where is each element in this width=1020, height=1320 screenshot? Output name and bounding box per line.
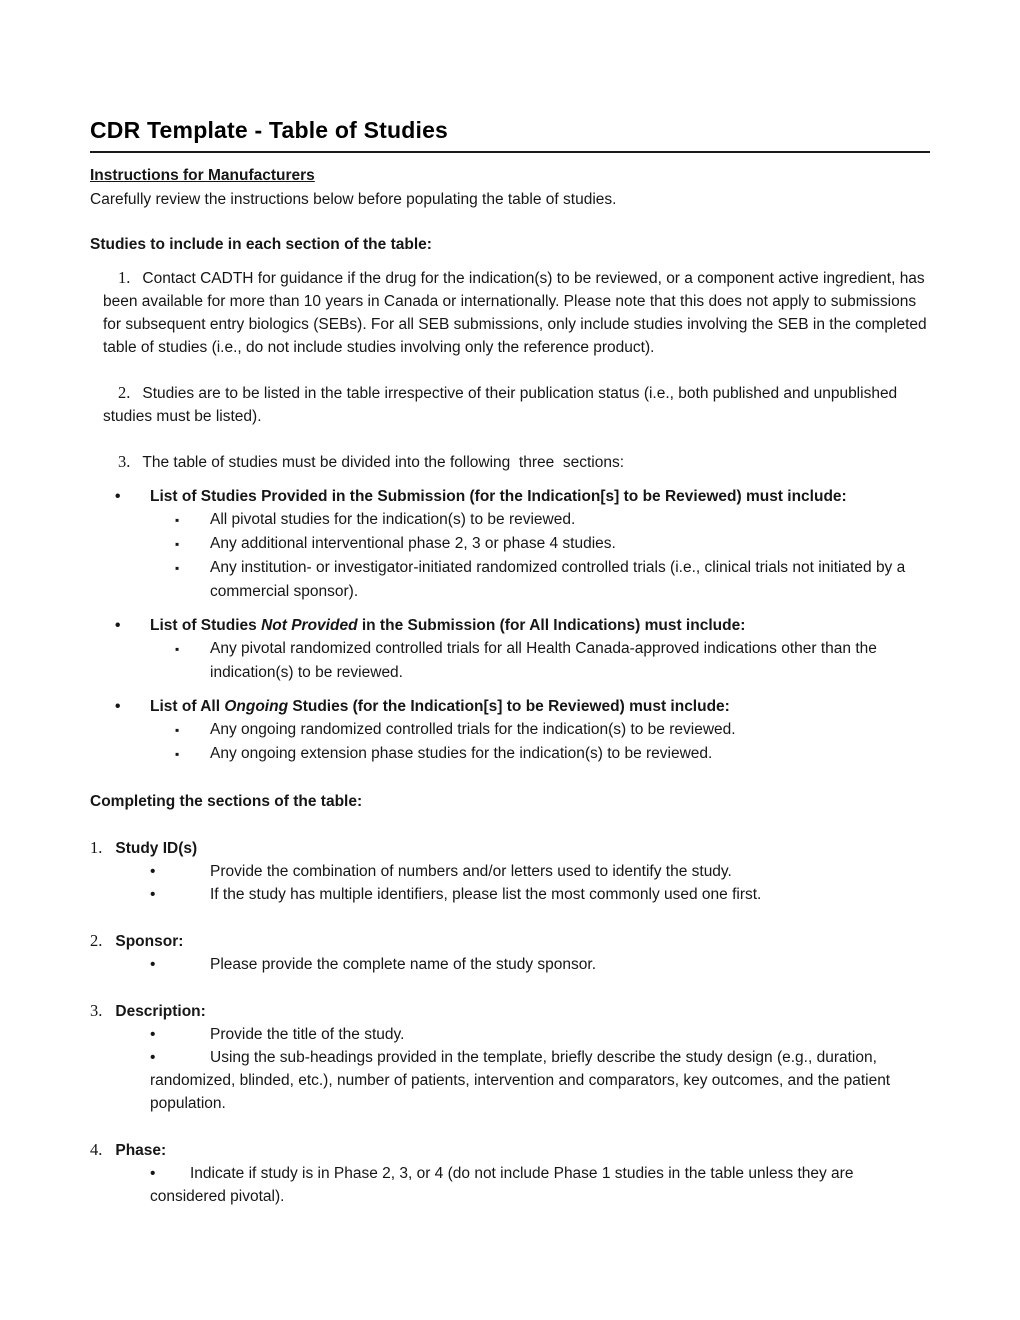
sub-item-text: All pivotal studies for the indication(s) to be reviewed. [210,511,576,528]
group-label-not-provided [115,614,930,637]
group-label-text: in the Submission (for All Indications) must include: [357,617,746,634]
bullet-text: If the study has multiple identifiers, please list the most commonly used one first. [210,886,762,903]
completing-item-head [90,929,930,953]
bullet-item [150,1162,930,1208]
sub-item [175,508,930,532]
bullet-text: Provide the title of the study. [210,1026,405,1043]
bullet-item [150,860,930,883]
group-label-text: Studies (for the Indication[s] to be Reviewed) must include: [288,698,730,715]
bullet-icon: • [150,863,156,880]
completing-item-head [90,1138,930,1162]
bullet-icon: • [150,956,156,973]
sub-bullet-list [90,637,930,684]
completing-item-phase [90,1138,930,1208]
item-text: Contact CADTH for guidance if the drug for the indication(s) to be reviewed, or a component active ingredient, has been available for more than 10 years in Canada or internationally. Please note that this does not apply to submissions for subsequent entry biologics (SEBs). For all SEB submissions, only include studies involving the SEB in the completed table of studies (i.e., do not include studies involving only the reference product). [103,270,931,356]
group-label-provided [115,485,930,508]
item-number: 2. [118,383,131,402]
bullet-item [150,1023,930,1046]
intro-text: Carefully review the instructions below before populating the table of studies. [90,191,617,208]
square-bullet-icon: ▪ [175,537,180,551]
sub-item-text: Any pivotal randomized controlled trials for all Health Canada-approved indications other than the indication(s) to be reviewed. [210,640,882,681]
bullet-text: Please provide the complete name of the study sponsor. [210,956,597,973]
completing-item-study-ids [90,836,930,906]
group-label-text: List of Studies Provided in the Submission (for the Indication[s] to be Reviewed) must include: [150,488,847,505]
numbered-item-3 [103,450,930,474]
bullet-icon: • [150,1049,156,1066]
bullet-text: Using the sub-headings provided in the template, briefly describe the study design (e.g., duration, randomized, blinded, etc.), number of patients, intervention and comparators, key outcomes, and the patient population. [150,1049,895,1112]
bullet-icon: • [115,698,121,715]
sub-item-text: Any ongoing extension phase studies for the indication(s) to be reviewed. [210,745,713,762]
item-text: Studies are to be listed in the table irrespective of their publication status (i.e., both published and unpublished studies must be listed). [103,385,902,425]
item-label: Study ID(s) [115,840,198,857]
completing-item-head [90,836,930,860]
item-number: 3. [118,452,131,471]
bullet-item [150,953,930,976]
group-label-emphasis: Ongoing [224,698,289,715]
square-bullet-icon: ▪ [175,642,180,656]
item-number: 1. [118,268,131,287]
numbered-item-1 [103,266,930,359]
item-number: 1. [90,838,103,857]
bullet-icon: • [150,1026,156,1043]
bullet-text: Provide the combination of numbers and/or letters used to identify the study. [210,863,732,880]
sub-item [175,532,930,556]
completing-item-description [90,999,930,1115]
item-number: 2. [90,931,103,950]
bullet-icon: • [115,488,121,505]
sub-item-text: Any additional interventional phase 2, 3 or phase 4 studies. [210,535,616,552]
sub-item-text: Any institution- or investigator-initiated randomized controlled trials (i.e., clinical trials not initiated by a commercial sponsor). [210,559,910,600]
item-number: 4. [90,1140,103,1159]
sub-item [175,637,930,684]
sub-item [175,718,930,742]
bullet-icon: • [150,886,156,903]
completing-item-head [90,999,930,1023]
square-bullet-icon: ▪ [175,513,180,527]
group-label-ongoing [115,695,930,718]
sub-item [175,742,930,766]
sub-item [175,556,930,603]
item-number: 3. [90,1001,103,1020]
square-bullet-icon: ▪ [175,561,180,575]
instructions-heading: Instructions for Manufacturers [90,167,315,184]
square-bullet-icon: ▪ [175,747,180,761]
bullet-text: Indicate if study is in Phase 2, 3, or 4 (do not include Phase 1 studies in the table unless they are considered pivotal). [150,1165,858,1205]
document-title: CDR Template - Table of Studies [90,116,930,153]
numbered-item-2 [103,381,930,428]
square-bullet-icon: ▪ [175,723,180,737]
sub-item-text: Any ongoing randomized controlled trials for the indication(s) to be reviewed. [210,721,736,738]
sub-bullet-list [90,508,930,603]
item-text: The table of studies must be divided into the following three sections: [142,454,625,471]
include-section-heading: Studies to include in each section of the table: [90,236,432,253]
item-label: Phase: [115,1142,167,1159]
item-label: Description: [115,1003,206,1020]
group-label-text: List of Studies [150,617,262,634]
completing-section-heading: Completing the sections of the table: [90,793,363,810]
group-label-text: List of All [150,698,225,715]
bullet-item [150,883,930,906]
bullet-item [150,1046,930,1115]
bullet-icon: • [150,1165,156,1182]
group-label-emphasis: Not Provided [261,617,358,634]
bullet-icon: • [115,617,121,634]
sub-bullet-list [90,718,930,766]
completing-item-sponsor [90,929,930,976]
item-label: Sponsor: [115,933,184,950]
